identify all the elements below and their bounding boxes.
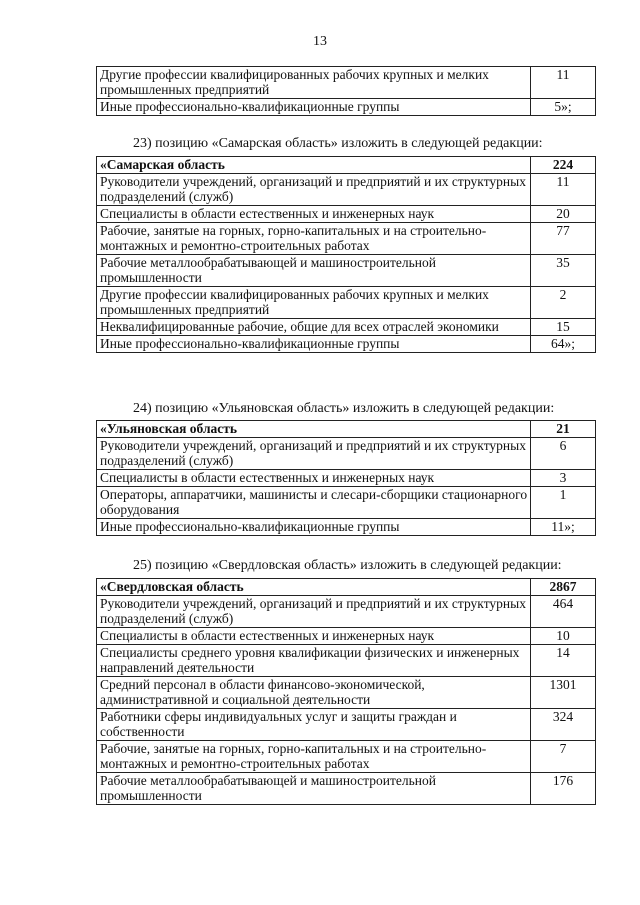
table-row xyxy=(97,336,596,353)
region-total: 2867 xyxy=(531,579,596,596)
table-row xyxy=(97,99,596,116)
row-label: Иные профессионально-квалификационные группы xyxy=(97,336,531,353)
table-row xyxy=(97,470,596,487)
row-value: 6 xyxy=(531,438,596,470)
row-value: 5»; xyxy=(531,99,596,116)
row-value: 11 xyxy=(531,174,596,206)
table-header-row xyxy=(97,157,596,174)
row-value: 64»; xyxy=(531,336,596,353)
row-label: Операторы, аппаратчики, машинисты и слесари-сборщики стационарного оборудования xyxy=(97,487,531,519)
ulyanovsk-table xyxy=(96,420,596,536)
page-number: 13 xyxy=(313,34,327,49)
section-intro-samara: 23) позицию «Самарская область» изложить в следующей редакции: xyxy=(133,136,543,151)
row-value: 7 xyxy=(531,741,596,773)
sverdlovsk-table xyxy=(96,578,596,805)
row-label: Специалисты среднего уровня квалификации физических и инженерных направлений деятельности xyxy=(97,645,531,677)
table-row xyxy=(97,174,596,206)
row-label: Руководители учреждений, организаций и предприятий и их структурных подразделений (служб) xyxy=(97,596,531,628)
row-label: Руководители учреждений, организаций и предприятий и их структурных подразделений (служб) xyxy=(97,174,531,206)
row-label: Специалисты в области естественных и инженерных наук xyxy=(97,628,531,645)
row-value: 176 xyxy=(531,773,596,805)
section-intro-sverdlovsk: 25) позицию «Свердловская область» изложить в следующей редакции: xyxy=(133,558,562,573)
samara-table xyxy=(96,156,596,353)
row-label: Другие профессии квалифицированных рабочих крупных и мелких промышленных предприятий xyxy=(97,67,531,99)
row-label: Специалисты в области естественных и инженерных наук xyxy=(97,206,531,223)
row-value: 2 xyxy=(531,287,596,319)
row-value: 324 xyxy=(531,709,596,741)
row-label: Руководители учреждений, организаций и предприятий и их структурных подразделений (служб) xyxy=(97,438,531,470)
table-header-row xyxy=(97,421,596,438)
table-row xyxy=(97,67,596,99)
region-name: «Ульяновская область xyxy=(97,421,531,438)
row-label: Неквалифицированные рабочие, общие для всех отраслей экономики xyxy=(97,319,531,336)
row-label: Средний персонал в области финансово-экономической, административной и социальной деятельности xyxy=(97,677,531,709)
row-value: 11»; xyxy=(531,519,596,536)
table-row xyxy=(97,438,596,470)
row-value: 3 xyxy=(531,470,596,487)
table-row xyxy=(97,773,596,805)
table-row xyxy=(97,741,596,773)
row-value: 77 xyxy=(531,223,596,255)
row-label: Специалисты в области естественных и инженерных наук xyxy=(97,470,531,487)
table-row xyxy=(97,206,596,223)
table-row xyxy=(97,645,596,677)
table-row xyxy=(97,596,596,628)
row-value: 14 xyxy=(531,645,596,677)
table-row xyxy=(97,255,596,287)
row-value: 11 xyxy=(531,67,596,99)
row-value: 20 xyxy=(531,206,596,223)
row-label: Рабочие металлообрабатывающей и машиностроительной промышленности xyxy=(97,773,531,805)
table-row xyxy=(97,287,596,319)
row-label: Иные профессионально-квалификационные группы xyxy=(97,99,531,116)
row-label: Рабочие металлообрабатывающей и машиностроительной промышленности xyxy=(97,255,531,287)
row-label: Иные профессионально-квалификационные группы xyxy=(97,519,531,536)
row-value: 1301 xyxy=(531,677,596,709)
continuation-table xyxy=(96,66,596,116)
table-row xyxy=(97,319,596,336)
table-row xyxy=(97,677,596,709)
table-row xyxy=(97,519,596,536)
table-row xyxy=(97,709,596,741)
row-value: 15 xyxy=(531,319,596,336)
row-label: Рабочие, занятые на горных, горно-капитальных и на строительно-монтажных и ремонтно-строительных работах xyxy=(97,223,531,255)
section-intro-ulyanovsk: 24) позицию «Ульяновская область» изложить в следующей редакции: xyxy=(133,401,555,416)
table-row xyxy=(97,487,596,519)
region-total: 224 xyxy=(531,157,596,174)
row-value: 464 xyxy=(531,596,596,628)
region-name: «Свердловская область xyxy=(97,579,531,596)
table-header-row xyxy=(97,579,596,596)
row-value: 1 xyxy=(531,487,596,519)
table-row xyxy=(97,628,596,645)
row-label: Другие профессии квалифицированных рабочих крупных и мелких промышленных предприятий xyxy=(97,287,531,319)
table-row xyxy=(97,223,596,255)
row-label: Работники сферы индивидуальных услуг и защиты граждан и собственности xyxy=(97,709,531,741)
row-label: Рабочие, занятые на горных, горно-капитальных и на строительно-монтажных и ремонтно-строительных работах xyxy=(97,741,531,773)
row-value: 10 xyxy=(531,628,596,645)
region-name: «Самарская область xyxy=(97,157,531,174)
region-total: 21 xyxy=(531,421,596,438)
row-value: 35 xyxy=(531,255,596,287)
